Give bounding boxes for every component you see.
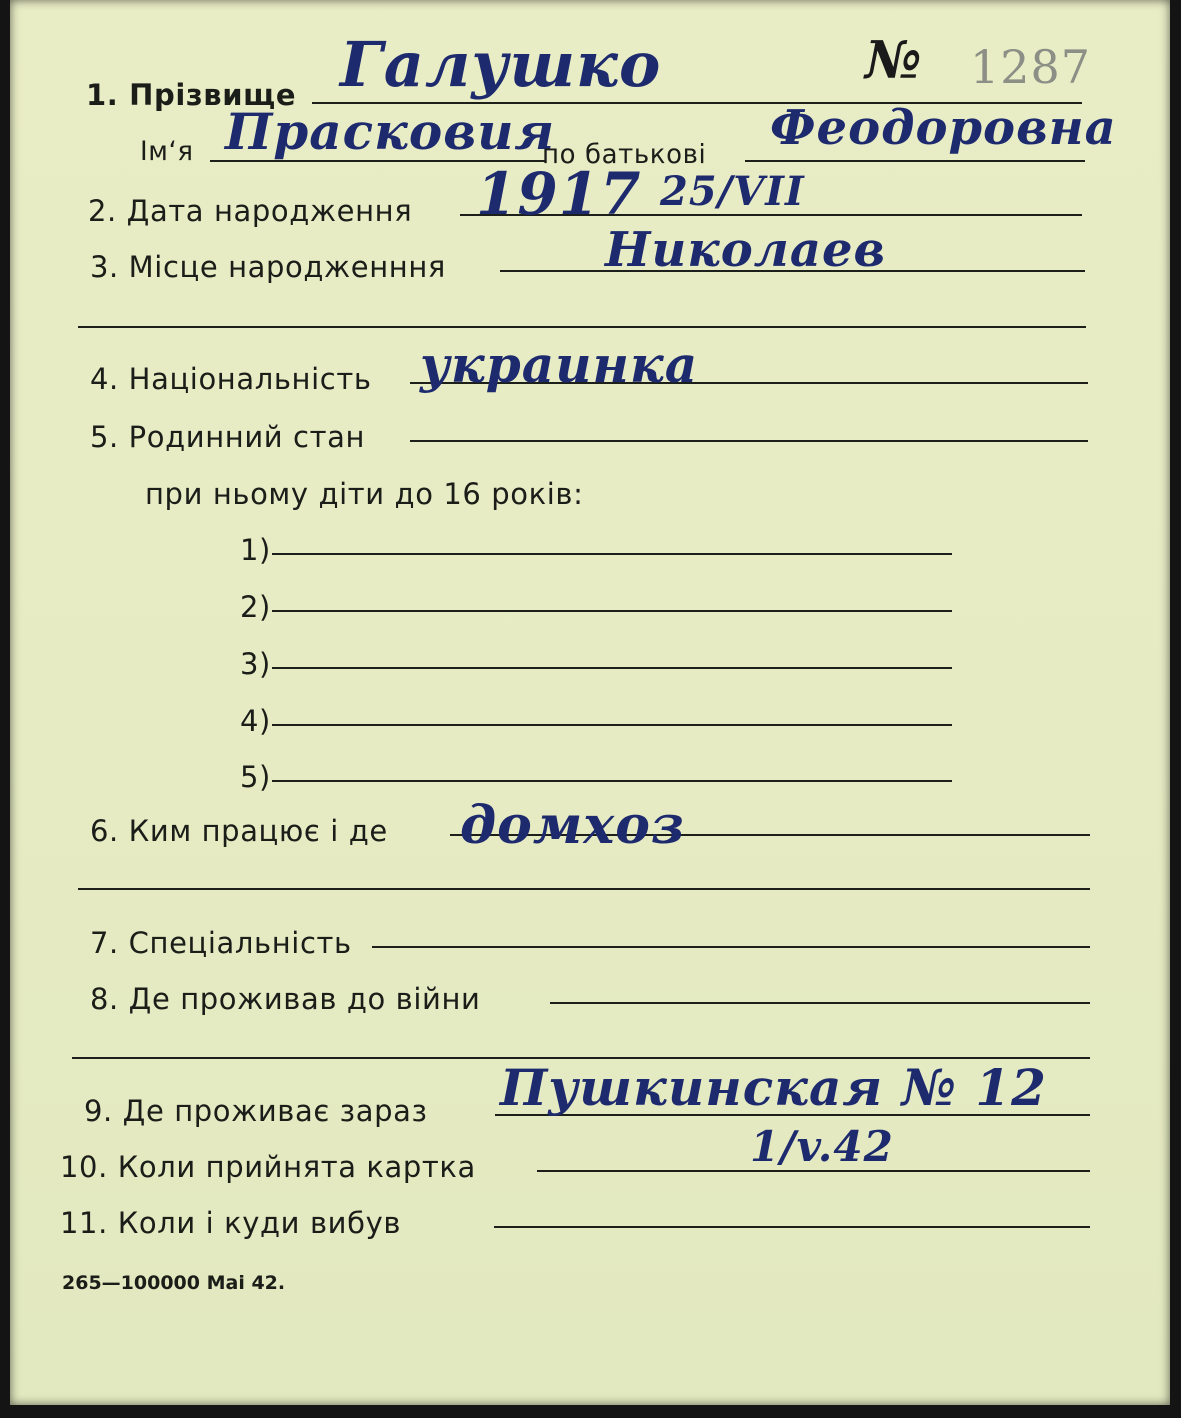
child-5-label: 5)	[240, 759, 271, 795]
work-label: 6. Ким працює і де	[90, 813, 388, 849]
patronymic-value: Феодоровна	[770, 100, 1117, 156]
current-label: 9. Де проживає зараз	[84, 1093, 428, 1129]
child-1-label: 1)	[240, 532, 271, 568]
child-4-field[interactable]	[272, 724, 952, 726]
child-2-field[interactable]	[272, 610, 952, 612]
speciality-field[interactable]	[372, 946, 1090, 948]
child-5-field[interactable]	[272, 780, 952, 782]
card-number-sign: №	[865, 30, 923, 91]
child-1-field[interactable]	[272, 553, 952, 555]
child-4-label: 4)	[240, 703, 271, 739]
departed-field[interactable]	[494, 1226, 1090, 1228]
patronymic-field[interactable]	[745, 160, 1085, 162]
nationality-label: 4. Національність	[90, 361, 372, 397]
birth-place-label: 3. Місце народженння	[90, 249, 446, 285]
birth-date-day: 25/VII	[660, 168, 805, 215]
birth-place-value: Николаев	[605, 222, 887, 278]
card-number-value: 1287	[970, 40, 1092, 94]
prewar-label: 8. Де проживав до війни	[90, 981, 481, 1017]
birth-date-year: 1917	[476, 160, 642, 228]
work-extra-line[interactable]	[78, 888, 1090, 890]
child-3-field[interactable]	[272, 667, 952, 669]
departed-label: 11. Коли і куди вибув	[60, 1205, 402, 1241]
marital-label: 5. Родинний стан	[90, 419, 366, 455]
name-value: Прасковия	[225, 102, 556, 161]
surname-label: 1. Прізвище	[86, 77, 297, 113]
speciality-label: 7. Спеціальність	[90, 925, 352, 961]
child-2-label: 2)	[240, 589, 271, 625]
patronymic-label: по батькові	[542, 139, 707, 171]
nationality-value: украинка	[420, 335, 699, 394]
registration-card	[10, 0, 1170, 1405]
card-date-label: 10. Коли прийнята картка	[60, 1149, 476, 1185]
children-label: при ньому діти до 16 років:	[145, 476, 584, 512]
marital-field[interactable]	[410, 440, 1088, 442]
surname-value: Галушко	[340, 28, 662, 101]
birth-place-extra-line[interactable]	[78, 326, 1086, 328]
card-date-value: 1/v.42	[750, 1122, 894, 1171]
birth-date-label: 2. Дата народження	[88, 193, 413, 229]
current-value: Пушкинская № 12	[500, 1058, 1047, 1117]
name-label: Ім‘я	[140, 136, 194, 168]
child-3-label: 3)	[240, 646, 271, 682]
print-mark: 265—100000 Mai 42.	[62, 1272, 286, 1294]
prewar-field[interactable]	[550, 1002, 1090, 1004]
work-value: домхоз	[460, 795, 686, 856]
